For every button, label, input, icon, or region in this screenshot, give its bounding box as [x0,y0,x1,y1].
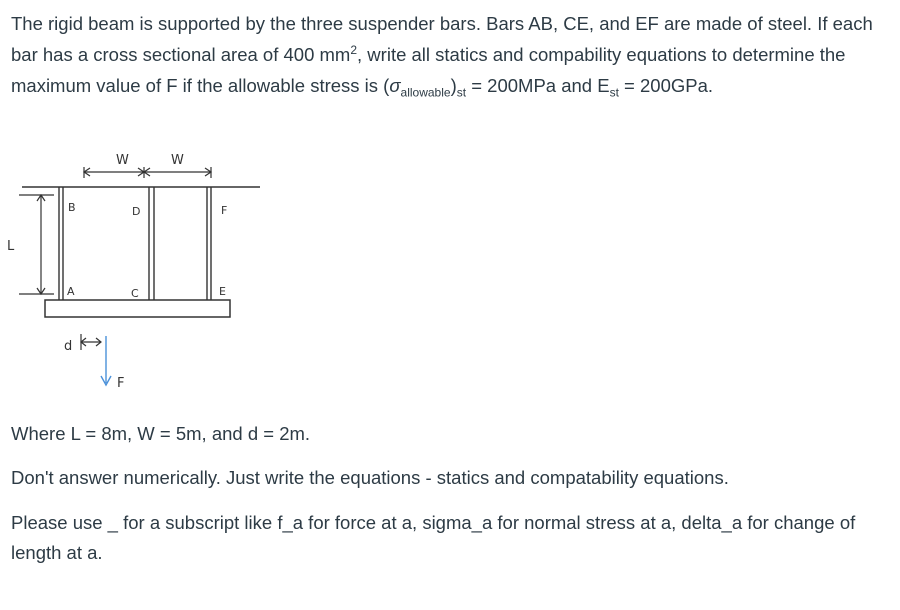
w-dimension-lines [84,167,211,178]
beam-figure [4,140,266,400]
dim-d-label: d [64,339,73,354]
problem-text-2: , write all statics and compability equations to determine the maximum value of F if the allowable stress is ( [11,44,846,96]
allowable-subscript: allowable [400,85,451,100]
dim-w2-label: W [171,153,184,168]
l-dimension-lines [19,195,54,294]
area-exponent: 2 [350,42,358,57]
format-note: Please use _ for a subscript like f_a for force at a, sigma_a for normal stress at a, delta_a for change of length at a. [11,512,856,563]
sigma-symbol: σ [389,75,401,96]
close-paren: ) [450,75,457,96]
label-e: E [219,285,226,298]
problem-text-3: = 200MPa and E [466,75,610,96]
label-l: L [7,239,15,254]
beam-diagram [4,140,266,400]
d-dimension-lines [81,334,101,350]
problem-statement [11,8,886,101]
problem-text-1: The rigid beam is supported by the three suspender bars. Bars AB, CE, and EF are made of steel. If each bar has a cross sectional area of 400 mm [11,13,873,65]
label-d: D [132,205,141,218]
rigid-beam [45,300,230,317]
label-c: C [131,287,139,300]
label-f-top: F [221,204,228,217]
st-subscript: st [456,85,467,100]
label-a: A [67,285,75,298]
suspender-bars [59,187,211,300]
dim-w1-label: W [116,153,129,168]
problem-text-4: = 200GPa. [618,75,714,96]
instruction-text: Don't answer numerically. Just write the equations - statics and compatability equations. [11,467,729,488]
label-b: B [68,201,76,214]
est-subscript: st [609,85,619,100]
given-values: Where L = 8m, W = 5m, and d = 2m. [11,423,311,444]
load-f-label: F [117,376,125,391]
